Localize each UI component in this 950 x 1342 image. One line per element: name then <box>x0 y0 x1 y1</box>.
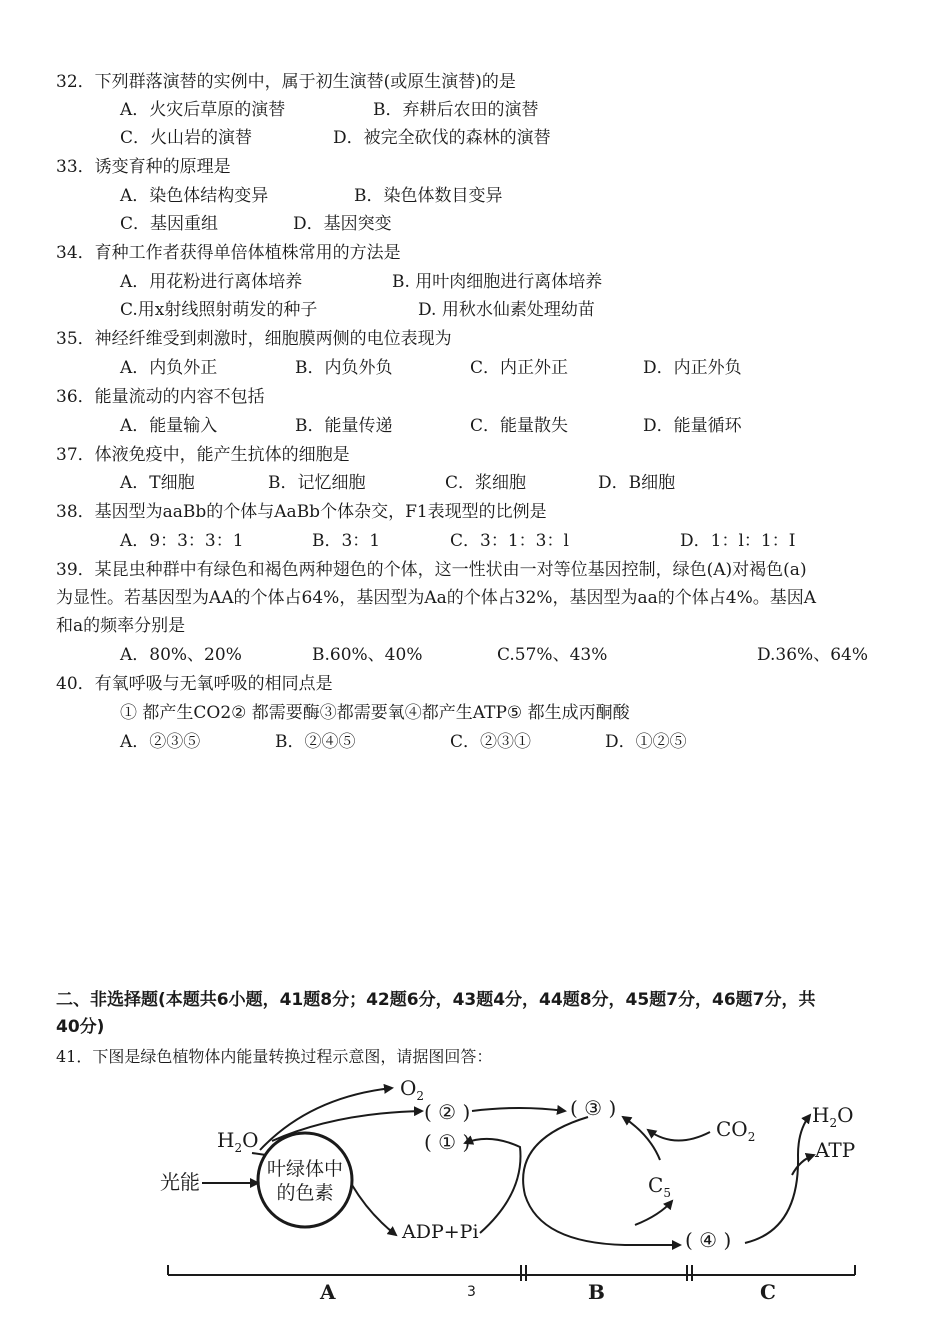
pigment-label-line2: 的色素 <box>276 1182 334 1204</box>
q40-option-b: B．②④⑤ <box>275 732 356 752</box>
q34-option-a: A．用花粉进行离体培养 <box>120 272 303 292</box>
adp-to-atp-loop <box>465 1139 521 1233</box>
segment-b-label: B <box>588 1280 605 1300</box>
q37-option-d: D．B细胞 <box>598 473 676 493</box>
question-40-statements: ① 都产生CO2② 都需要酶③都需要氧④都产生ATP⑤ 都生成丙酮酸 <box>120 703 630 723</box>
q39-option-d: D.36%、64% <box>757 645 868 665</box>
q36-option-c: C．能量散失 <box>470 416 569 436</box>
q33-option-c: C．基因重组 <box>120 214 219 234</box>
to-c5-arrow <box>635 1201 672 1225</box>
question-40-stem: 40．有氧呼吸与无氧呼吸的相同点是 <box>56 674 333 694</box>
section-heading: 二、非选择题(本题共6小题，41题8分；42题6分，43题4分，44题8分，45题7分，46题7分，共 <box>56 990 816 1010</box>
q35-option-d: D．内正外负 <box>643 358 742 378</box>
question-38-stem: 38．基因型为aaBb的个体与AaBb个体杂交，F1表现型的比例是 <box>56 502 547 522</box>
q35-option-a: A．内负外正 <box>120 358 218 378</box>
to-adp-arrow <box>352 1185 396 1235</box>
h2o-connector <box>252 1153 266 1155</box>
question-33-stem: 33．诱变育种的原理是 <box>56 157 231 177</box>
question-39-stem-line2: 为显性。若基因型为AA的个体占64%，基因型为Aa的个体占32%，基因型为aa的个体占4%。基因A <box>56 588 817 608</box>
q32-option-d: D．被完全砍伐的森林的演替 <box>333 128 551 148</box>
q34-option-c: C.用x射线照射萌发的种子 <box>120 300 318 320</box>
q32-option-a: A．火灾后草原的演替 <box>120 100 286 120</box>
question-41-stem: 41．下图是绿色植物体内能量转换过程示意图，请据图回答： <box>56 1047 493 1066</box>
label2-to-label3-arrow <box>472 1108 565 1111</box>
section-heading-line2: 40分) <box>56 1017 105 1037</box>
to-atp-arrow <box>792 1155 814 1175</box>
q38-option-b: B．3：1 <box>312 531 381 551</box>
q40-option-d: D．①②⑤ <box>605 732 687 752</box>
q37-option-b: B．记忆细胞 <box>268 473 366 493</box>
light-energy-label: 光能 <box>160 1170 200 1194</box>
q35-option-c: C．内正外正 <box>470 358 569 378</box>
q33-option-b: B．染色体数目变异 <box>354 186 503 206</box>
question-39-stem-line3: 和a的频率分别是 <box>56 616 186 636</box>
atp-label: ATP <box>815 1138 856 1162</box>
q37-option-a: A．T细胞 <box>120 473 195 493</box>
q34-option-d: D. 用秋水仙素处理幼苗 <box>418 300 595 320</box>
q36-option-b: B．能量传递 <box>295 416 393 436</box>
q38-option-d: D．1：l：1：I <box>680 531 796 551</box>
q40-option-a: A．②③⑤ <box>120 732 201 752</box>
o2-label: $O_2$ <box>400 1076 425 1103</box>
segment-c-label: C <box>760 1280 776 1300</box>
label-3: ( ③ ) <box>570 1096 617 1120</box>
question-39-stem: 39．某昆虫种群中有绿色和褐色两种翅色的个体，这一性状由一对等位基因控制，绿色(A)对褐色(a) <box>56 560 807 580</box>
q37-option-c: C．浆细胞 <box>445 473 527 493</box>
q38-option-c: C．3：1：3：l <box>450 531 569 551</box>
q33-option-d: D．基因突变 <box>293 214 392 234</box>
question-36-stem: 36．能量流动的内容不包括 <box>56 387 265 407</box>
q34-option-b: B. 用叶肉细胞进行离体培养 <box>392 272 603 292</box>
h2o-output-label: $H_2O$ <box>812 1103 854 1130</box>
segment-a-label: A <box>320 1280 336 1300</box>
energy-conversion-diagram <box>160 1075 870 1300</box>
co2-label: $CO_2$ <box>716 1117 756 1144</box>
pigment-label-line1: 叶绿体中 <box>266 1158 344 1180</box>
label-4: ( ④ ) <box>685 1228 732 1252</box>
q36-option-d: D．能量循环 <box>643 416 742 436</box>
c5-to-label3-arrow <box>623 1117 660 1160</box>
c5-label: $C_5$ <box>648 1173 671 1200</box>
q32-option-b: B．弃耕后农田的演替 <box>373 100 539 120</box>
adp-pi-label: ADP+Pi <box>402 1221 479 1243</box>
question-32-stem: 32．下列群落演替的实例中，属于初生演替(或原生演替)的是 <box>56 72 516 92</box>
question-35-stem: 35．神经纤维受到刺激时，细胞膜两侧的电位表现为 <box>56 329 452 349</box>
question-37-stem: 37．体液免疫中，能产生抗体的细胞是 <box>56 445 350 465</box>
q39-option-c: C.57%、43% <box>497 645 608 665</box>
q33-option-a: A．染色体结构变异 <box>120 186 269 206</box>
q39-option-a: A．80%、20% <box>120 645 242 665</box>
label-1: ( ① ) <box>424 1130 471 1154</box>
q39-option-b: B.60%、40% <box>312 645 423 665</box>
to-label2-arrow <box>272 1111 422 1141</box>
label-2: ( ② ) <box>424 1100 471 1124</box>
co2-arrow <box>648 1130 710 1141</box>
q40-option-c: C．②③① <box>450 732 532 752</box>
h2o-input-label: $H_2O$ <box>217 1128 259 1155</box>
pigment-circle <box>258 1133 352 1227</box>
question-34-stem: 34．育种工作者获得单倍体植株常用的方法是 <box>56 243 401 263</box>
page-number: 3 <box>467 1284 476 1300</box>
q38-option-a: A．9：3：3：1 <box>120 531 244 551</box>
q32-option-c: C．火山岩的演替 <box>120 128 253 148</box>
q35-option-b: B．内负外负 <box>295 358 393 378</box>
q36-option-a: A．能量输入 <box>120 416 218 436</box>
